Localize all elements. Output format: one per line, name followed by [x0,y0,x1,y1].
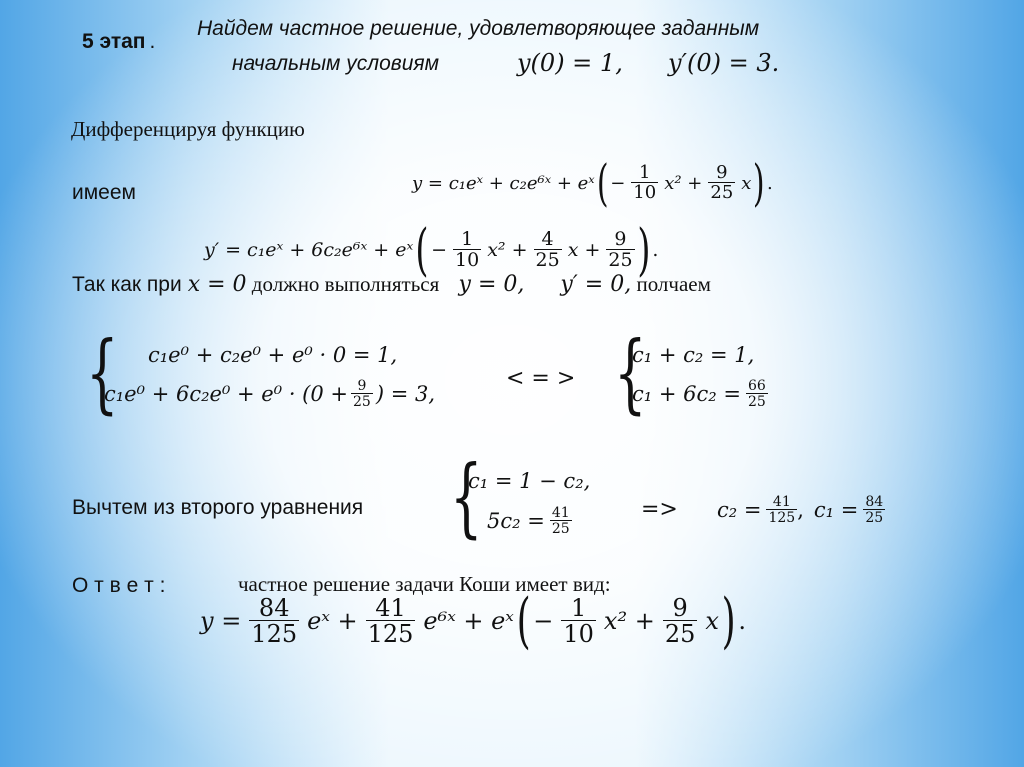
final-term2: e⁶ˣ + eˣ [423,607,514,635]
equation-y [412,150,773,216]
system2-row2-a: c₁ + 6c₂ = [632,382,741,406]
fraction-1-10: $\frac{1}{10}$ [455,228,480,271]
system1-row2-b: ) = 3, [375,382,436,406]
fraction-1-10: $\frac{1}{10}$ [633,162,657,203]
since-prefix: Так как при [72,273,182,296]
fraction-84-125: $\frac{84}{125}$ [251,594,298,648]
differentiate-text: Дифференцируя функцию [71,117,305,141]
right-paren: ) [636,217,651,283]
left-paren: ( [596,154,609,212]
left-brace: { [450,448,483,548]
since-suffix: полчаем [631,272,711,296]
since-c2: y′ = 0, [560,272,632,297]
minus-sign: − [431,239,448,261]
initial-condition-1: y(0) = 1, [517,49,623,77]
fraction-4-25: $\frac{4}{25}$ [535,228,560,271]
since-c1: y = 0, [458,272,525,297]
equation-y-lhs: y = c₁eˣ + c₂e⁶ˣ + eˣ [412,172,595,194]
system3-row2 [487,495,572,547]
right-paren: ) [753,154,766,212]
period: . [652,239,659,261]
equation-yprime-mid2: x + [567,239,601,261]
final-tail: x [705,607,719,635]
stage-heading-line1: Найдем частное решение, удовлетворяющее заданным [197,17,760,40]
left-brace: { [86,324,119,424]
final-solution [200,585,746,657]
since-line [72,272,711,297]
implies-arrow: => [641,497,678,522]
stage-dot: . [149,30,156,53]
system1-row1: c₁e⁰ + c₂e⁰ + e⁰ · 0 = 1, [148,343,398,367]
fraction-66-25: $\frac{66}{25}$ [747,378,766,410]
fraction-41-125: $\frac{41}{125}$ [768,494,796,526]
final-term1: eˣ + [307,607,358,635]
final-lhs: y = [200,607,242,635]
equation-yprime-mid1: x² + [487,239,528,261]
since-cond: x = 0 [187,272,247,297]
right-paren: ) [721,586,736,656]
left-paren: ( [516,586,531,656]
system1-row2 [104,368,435,420]
fraction-9-25: $\frac{9}{25}$ [710,162,734,203]
left-brace: { [614,324,647,424]
fraction-9-25: $\frac{9}{25}$ [608,228,633,271]
fraction-9-25: $\frac{9}{25}$ [664,594,696,648]
minus-sign: − [610,172,626,194]
system1-row2-a: c₁e⁰ + 6c₂e⁰ + e⁰ · (0 + [104,382,349,406]
fraction-84-25: $\frac{84}{25}$ [865,494,884,526]
period: . [766,172,773,194]
fraction-41-125: $\frac{41}{125}$ [367,594,414,648]
system3-row2-a: 5c₂ = [487,509,545,533]
fraction-9-25: $\frac{9}{25}$ [353,378,371,410]
period: . [738,607,746,635]
result-c2-lhs: c₂ = [717,498,762,522]
equation-yprime-lhs: y′ = c₁eˣ + 6c₂e⁶ˣ + eˣ [204,239,414,261]
initial-condition-2: y′(0) = 3. [668,49,780,77]
stage-heading-line2: начальным условиям [232,52,440,75]
fraction-1-10: $\frac{1}{10}$ [563,594,594,648]
left-paren: ( [415,217,429,283]
result-c1-lhs: c₁ = [813,498,859,522]
minus-sign: − [533,607,554,635]
equivalence-sign: < = > [506,366,576,391]
system2-row2 [632,368,768,420]
result-values [717,484,885,536]
stage-label: 5 этап . [82,30,156,53]
since-mid: должно выполняться [246,272,445,296]
equation-y-tail: x [741,172,752,194]
system3-row1: c₁ = 1 − c₂, [468,469,591,493]
answer-text: частное решение задачи Коши имеет вид: [238,572,611,596]
fraction-41-25: $\frac{41}{25}$ [551,505,570,537]
have-text: имеем [72,181,136,204]
final-mid: x² + [603,607,655,635]
subtract-text: Вычтем из второго уравнения [72,496,364,519]
equation-y-mid: x² + [664,172,703,194]
system2-row1: c₁ + c₂ = 1, [632,343,755,367]
result-separator: , [797,498,804,522]
answer-label: О т в е т : [72,574,166,597]
